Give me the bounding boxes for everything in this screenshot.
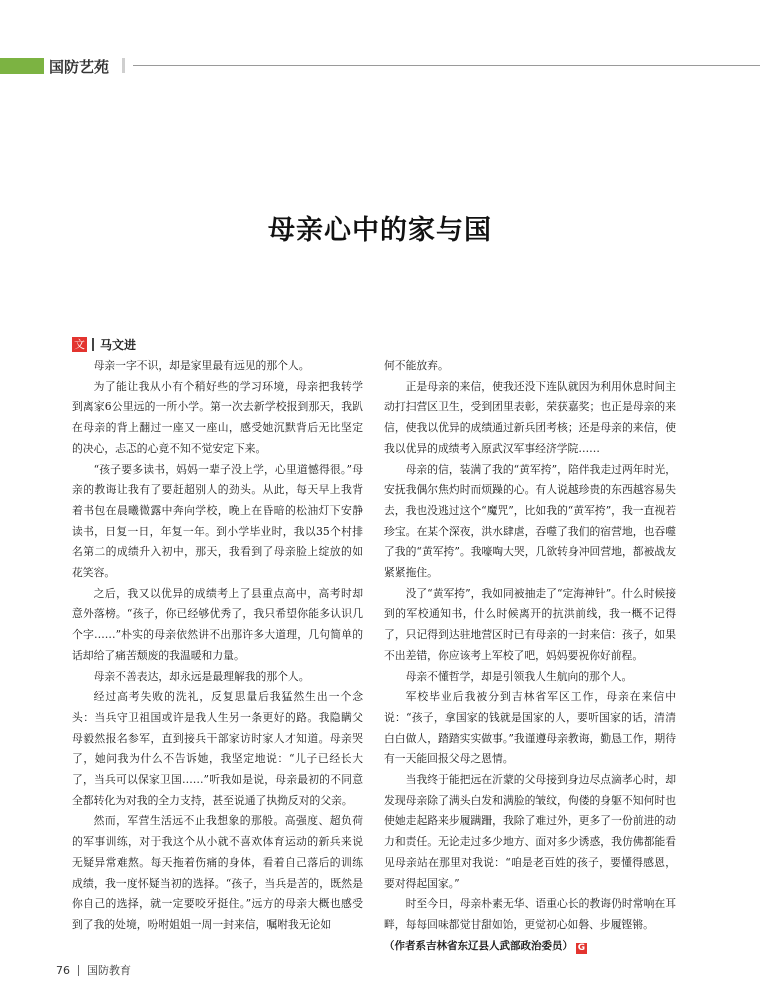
paragraph: 为了能让我从小有个稍好些的学习环境，母亲把我转学到离家6公里远的一所小学。第一次去新学校报到那天，我趴在母亲的背上翻过一座又一座山，感受她沉默背后无比坚定的决心，忐忑的心竟不知不觉安定下来。 xyxy=(72,379,363,455)
paragraph: 时至今日，母亲朴素无华、语重心长的教诲仍时常响在耳畔，每每回味都觉甘甜如饴，更觉初心如磐、步履铿锵。 xyxy=(384,897,676,931)
paragraph: 母亲不懂哲学，却是引领我人生航向的那个人。 xyxy=(405,669,633,683)
article-title: 母亲心中的家与国 xyxy=(268,215,492,246)
section-accent-bar xyxy=(0,58,44,74)
paragraph: 之后，我又以优异的成绩考上了县重点高中，高考时却意外落榜。“孩子，你已经够优秀了，我只希望你能多认识几个字……”朴实的母亲依然讲不出那许多大道理，几句简单的话却给了痛苦颓废的我温暖和力量。 xyxy=(72,586,363,662)
left-column xyxy=(72,356,363,936)
paragraph: 军校毕业后我被分到吉林省军区工作，母亲在来信中说：“孩子，拿国家的钱就是国家的人，要听国家的话，清清白白做人，踏踏实实做事。”我谨遵母亲教诲，勤恳工作，期待有一天能回报父母之恩情。 xyxy=(384,690,676,766)
byline-tag: 文 xyxy=(74,337,85,351)
byline-divider xyxy=(92,338,94,351)
paragraph: “孩子要多读书，妈妈一辈子没上学，心里道憾得很。”母亲的教诲让我有了要赶超别人的劲头。从此，每天早上我背着书包在晨曦微露中奔向学校，晚上在昏暗的松油灯下安静读书，日复一日，年复一年。到小学毕业时，我以35个村排名第二的成绩升入初中，那天，我看到了母亲脸上绽放的如花笑容。 xyxy=(72,462,363,580)
paragraph: 正是母亲的来信，使我还没下连队就因为利用休息时间主动打扫营区卫生，受到团里表彰，荣获嘉奖；也正是母亲的来信，使我以优异的成绩通过新兵团考核；还是母亲的来信，使我以优异的成绩考入原武汉军事经济学院…… xyxy=(384,379,676,455)
section-title: 国防艺苑 xyxy=(49,58,110,76)
page-number: 76 xyxy=(56,963,70,977)
byline xyxy=(72,336,136,352)
right-column xyxy=(384,356,676,956)
paragraph-continuation: 何不能放弃。 xyxy=(384,359,449,372)
signature-text: （作者系吉林省东辽县人武部政治委员） xyxy=(384,939,573,952)
paragraph: 母亲不善表达，却永远是最理解我的那个人。 xyxy=(93,669,310,683)
paragraph: 没了“黄军挎”，我如同被抽走了“定海神针”。什么时候接到的军校通知书，什么时候离开的抗洪前线，我一概不记得了，只记得到达驻地营区时已有母亲的一封来信：孩子，如果不出差错，你应该考上军校了吧，妈妈要祝你好前程。 xyxy=(384,586,676,662)
publication-name: 国防教育 xyxy=(87,964,131,977)
section-separator xyxy=(122,58,125,73)
page-footer xyxy=(56,962,131,978)
paragraph: 经过高考失败的洗礼，反复思量后我猛然生出一个念头：当兵守卫祖国或许是我人生另一条更好的路。我隐瞒父母毅然报名参军，直到接兵干部家访时家人才知道。母亲哭了，她问我为什么不告诉她，我坚定地说：“儿子已经长大了，当兵可以保家卫国……”听我如是说，母亲最初的不同意全都转化为对我的全力支持，甚至说通了执拗反对的父亲。 xyxy=(72,690,363,807)
paragraph: 母亲的信，装满了我的“黄军挎”，陪伴我走过两年时光，安抚我偶尔焦灼时而烦躁的心。有人说越珍贵的东西越容易失去，我也没逃过这个“魔咒”，比如我的“黄军挎”，我一直视若珍宝。在某个深夜，洪水肆虐，吞噬了我们的宿营地，也吞噬了我的“黄军挎”。我嚎啕大哭，几欲转身冲回营地，都被战友紧紧拖住。 xyxy=(384,462,676,580)
footer-divider xyxy=(78,965,79,976)
paragraph: 然而，军营生活远不止我想象的那般。高强度、超负荷的军事训练，对于我这个从小就不喜欢体育运动的新兵来说无疑异常难熬。每天拖着伤痛的身体，看着自己落后的训练成绩，我一度怀疑当初的选择。“孩子，当兵是苦的，既然是你自己的选择，就一定要咬牙挺住。”远方的母亲大概也感受到了我的处境，吩咐姐姐一周一封来信，嘱咐我无论如 xyxy=(72,814,363,931)
end-mark-icon: G xyxy=(577,942,586,953)
paragraph: 母亲一字不识，却是家里最有远见的那个人。 xyxy=(93,359,310,372)
section-rule xyxy=(133,65,760,66)
paragraph: 当我终于能把远在沂蒙的父母接到身边尽点滴孝心时，却发现母亲除了满头白发和满脸的皱纹，佝偻的身躯不知何时也使她走起路来步履蹒跚，我除了难过外，更多了一份前进的动力和责任。无论走过多少地方、面对多少诱惑，我仿佛都能看见母亲站在那里对我说：“咱是老百姓的孩子，要懂得感恩，要对得起国家。” xyxy=(384,773,676,890)
author-signature xyxy=(384,936,676,957)
author-name: 马文进 xyxy=(100,337,137,352)
